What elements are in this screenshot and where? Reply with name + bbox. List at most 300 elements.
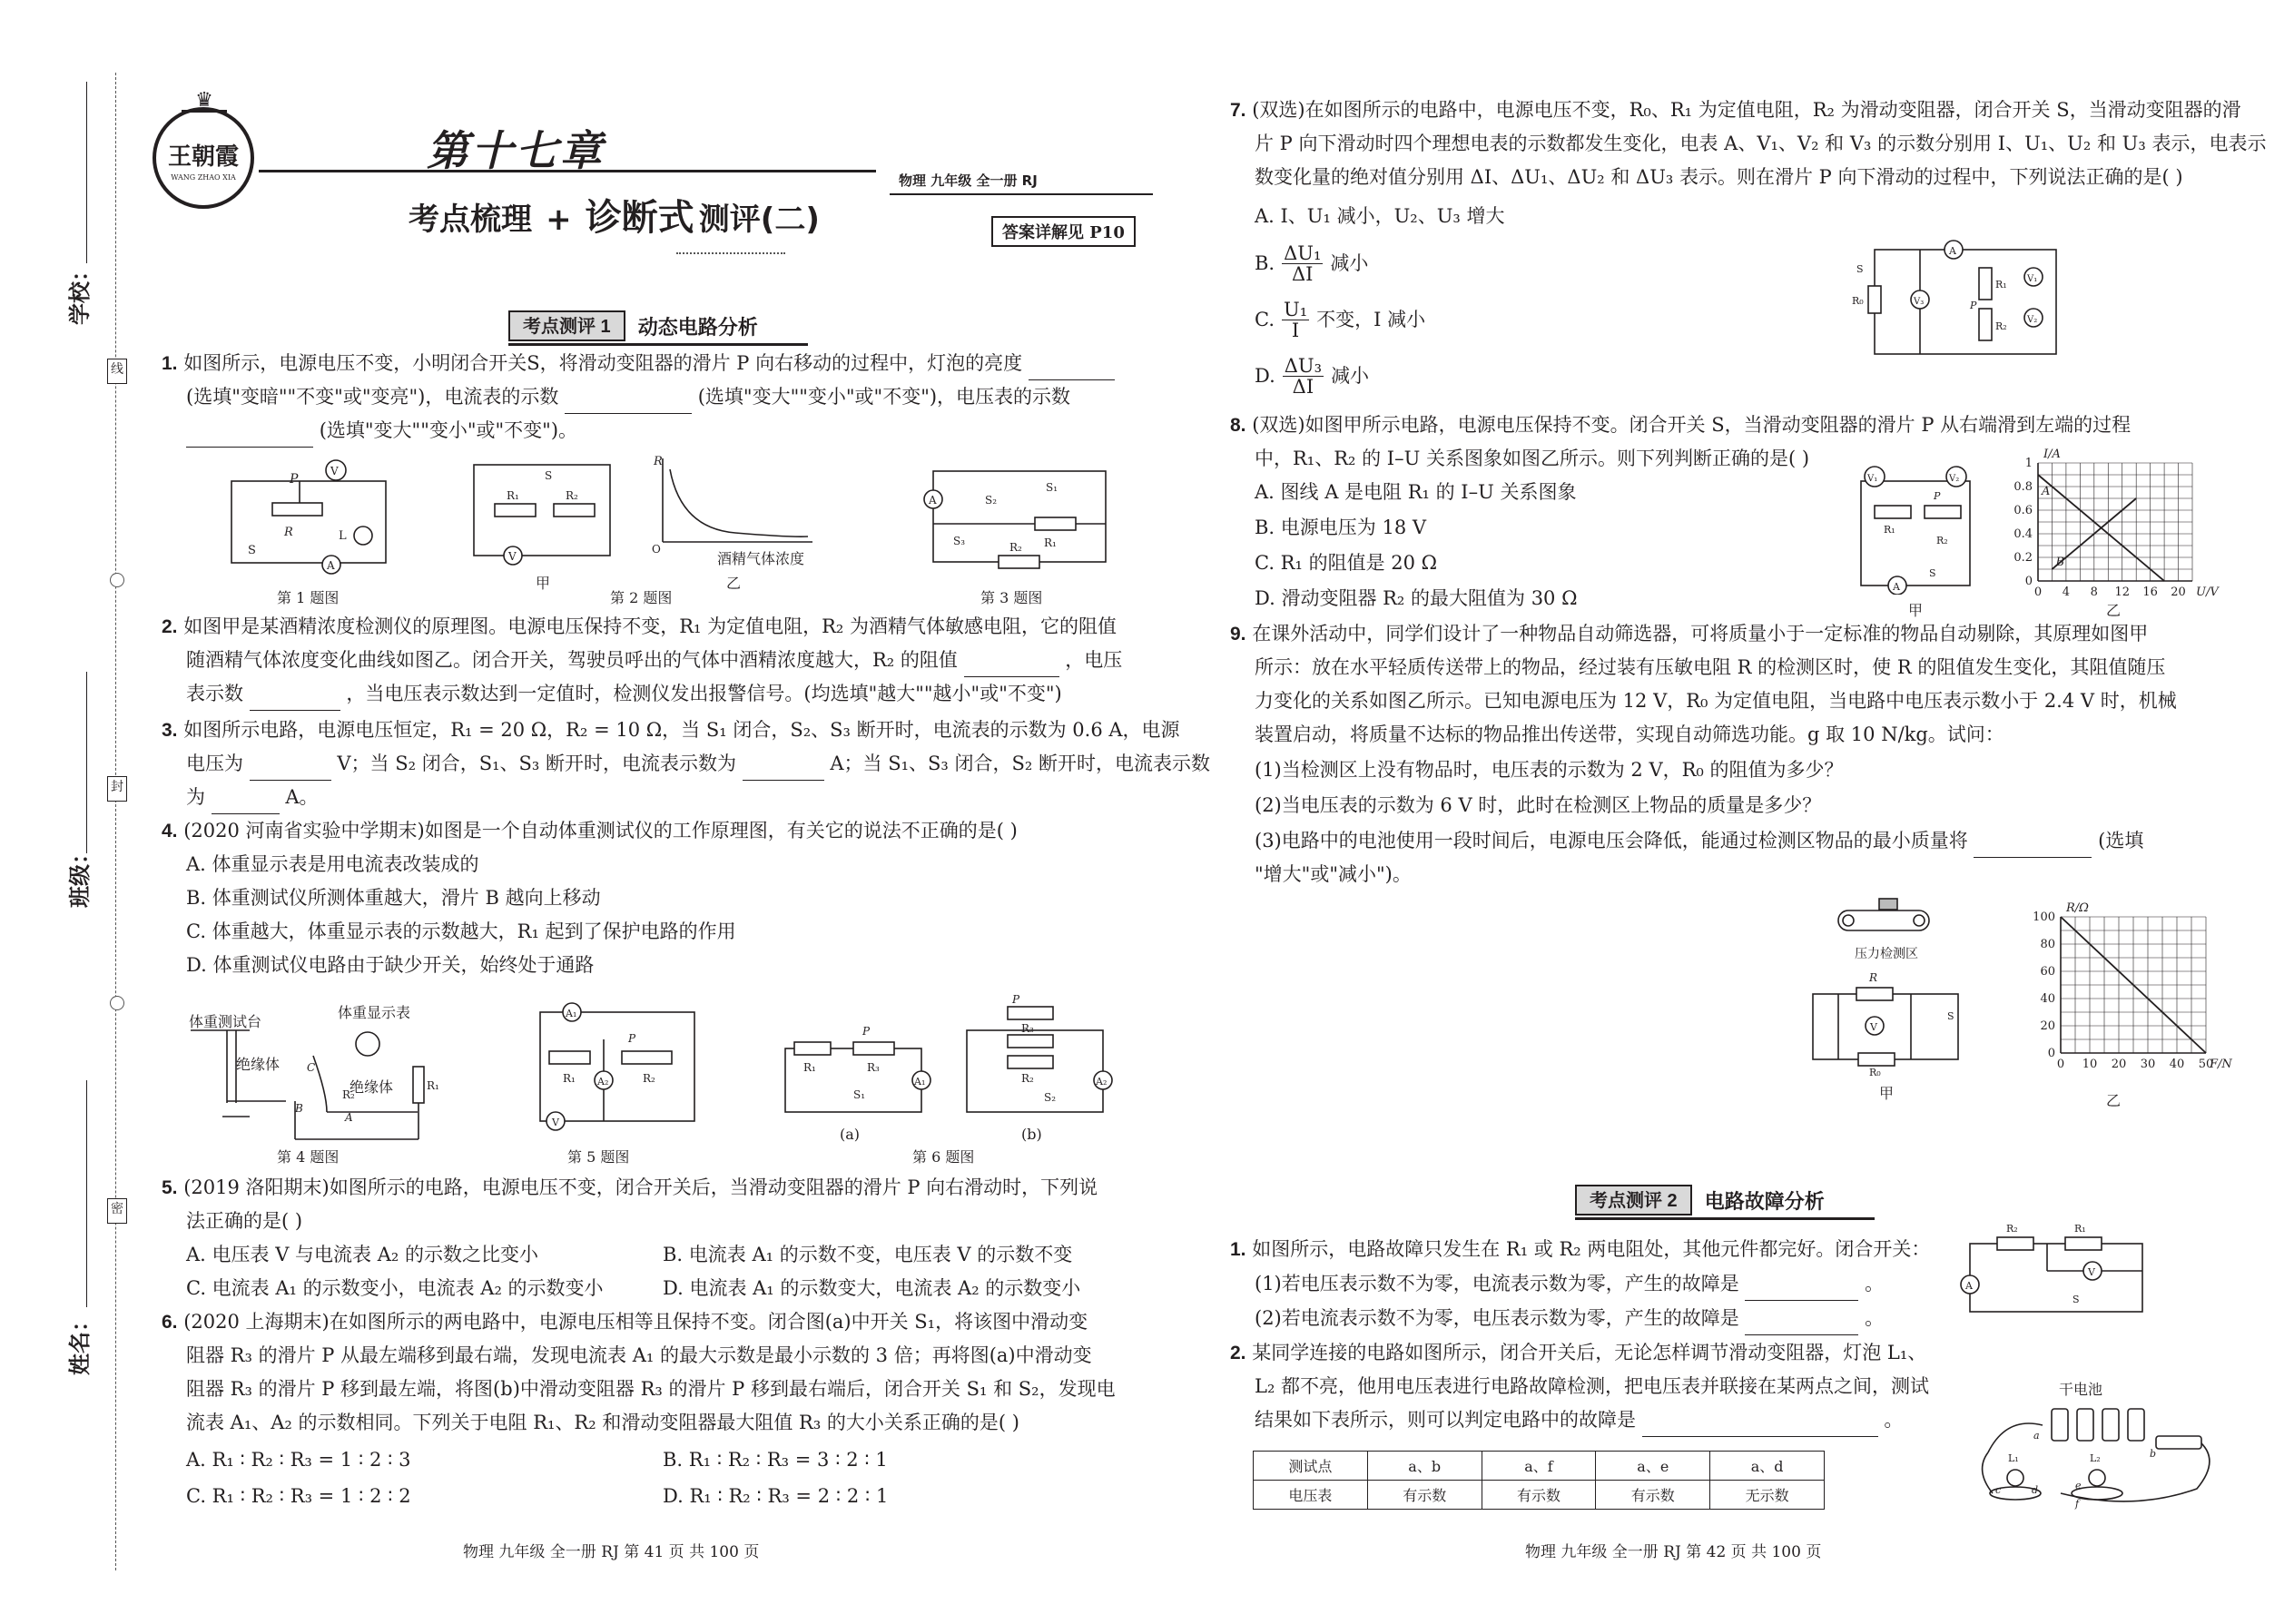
p2-figure-2-battery-label: 干电池 [2059,1381,2103,1398]
question-text: 。 [1865,1307,1885,1329]
figure-9-jia-label: 甲 [1879,1085,1895,1102]
question-3 [162,714,1180,747]
subtitle [409,189,820,241]
svg-text:S₂: S₂ [985,494,998,507]
table-cell: 有示数 [1596,1481,1710,1510]
answer-blank[interactable] [1745,1277,1858,1301]
option-d[interactable]: D. 电流表 A₁ 的示数变大，电流表 A₂ 的示数变小 [663,1277,1081,1299]
p2-question-2 [1230,1336,1926,1370]
y-tick-label: 20 [2040,1019,2055,1033]
figure-3-caption: 第 3 题图 [980,589,1043,606]
svg-text:A₂: A₂ [1096,1076,1108,1088]
svg-text:R: R [654,455,663,468]
question-6-line3: 阻器 R₃ 的滑片 P 移到最左端，将图(b)中滑动变阻器 R₃ 的滑片 P 移到最右端后，闭合开关 S₁ 和 S₂，发现电 [186,1378,1116,1400]
subtitle-part: 诊断式 [585,197,694,239]
answer-blank[interactable] [250,757,331,781]
svg-text:R₂: R₂ [566,489,578,502]
table-cell: 有示数 [1482,1481,1596,1510]
question-number: 5. [162,1177,178,1198]
option-letter: D. [1255,365,1275,387]
y-tick-label: 0.6 [2013,504,2033,517]
question-text: A。 [285,786,319,808]
figure-4-circuit [186,1021,449,1144]
svg-text:A: A [1965,1280,1973,1292]
svg-text:P: P [1970,300,1977,311]
question-1-line3 [186,414,577,448]
figure-8-jia-circuit [1847,458,1984,595]
svg-text:S₁: S₁ [1046,481,1058,494]
svg-text:R₁: R₁ [1044,536,1057,549]
svg-text:R₂: R₂ [1995,320,2007,332]
svg-text:S: S [1929,567,1936,579]
option-a[interactable]: A. 图线 A 是电阻 R₁ 的 I–U 关系图象 [1255,481,1577,503]
svg-text:R₂: R₂ [1009,541,1022,554]
option-letter: C. [1255,309,1275,330]
section-1-header [508,310,758,341]
svg-text:S₁: S₁ [853,1088,866,1101]
figure-4-caption: 第 4 题图 [277,1148,340,1166]
svg-text:S: S [2072,1294,2080,1305]
figure-6-caption: 第 6 题图 [912,1148,975,1166]
question-7 [1230,94,2241,127]
option-text: 不变，I 减小 [1316,309,1426,330]
footer-right: 物理 九年级 全一册 RJ 第 42 页 共 100 页 [1525,1543,1822,1561]
question-9-sub1: (1)当检测区上没有物品时，电压表的示数为 2 V，R₀ 的阻值为多少？ [1255,759,1844,781]
question-9-sub3 [1255,824,2143,858]
publisher-latin: WANG ZHAO XIA [171,173,236,182]
table-cell: a、f [1482,1452,1596,1481]
svg-text:V₁: V₁ [2027,274,2038,284]
question-1-line2 [186,380,1070,414]
svg-text:S: S [1856,263,1864,275]
question-9-line2: 所示：放在水平轻质传送带上的物品，经过装有压敏电阻 R 的检测区时，使 R 的阻值发生变化，其阻值随压 [1255,656,2166,678]
header-ribbon [259,170,876,172]
svg-text:R: R [1869,971,1878,984]
numerator: ΔU₃ [1284,355,1323,377]
svg-text:A: A [1949,245,1956,257]
option-c[interactable]: C. R₁ 的阻值是 20 Ω [1255,552,1438,574]
question-text: (3)电路中的电池使用一段时间后，电源电压会降低，能通过检测区物品的最小质量将 [1255,830,1968,851]
answer-blank[interactable] [1745,1312,1858,1335]
chapter-title: 第十七章 [427,126,605,175]
svg-text:P: P [1012,994,1020,1006]
question-8-line2: 中，R₁、R₂ 的 I–U 关系图象如图乙所示。则下列判断正确的是( ) [1255,448,1810,469]
svg-text:R₁: R₁ [803,1061,816,1074]
x-tick-label: 30 [2140,1058,2156,1071]
svg-text:R₂: R₂ [643,1072,655,1085]
table-cell: a、b [1367,1452,1482,1481]
sidebar-name-label: 姓名： [66,1310,93,1375]
figure-3-circuit [917,458,1117,576]
figure-9-yi-chart [2024,899,2233,1080]
section-underline [508,343,808,346]
option-letter: B. [1255,252,1275,274]
svg-text:V₂: V₂ [2027,315,2038,325]
sidebar-class-label: 班级： [66,842,93,908]
option-a[interactable]: A. R₁ ∶ R₂ ∶ R₃ = 1 ∶ 2 ∶ 3 [186,1449,411,1471]
x-tick-label: 12 [2114,586,2131,599]
question-number: 4. [162,821,178,842]
x-axis-label: F/N [2210,1058,2232,1071]
svg-text:S: S [1947,1010,1954,1022]
svg-text:V₃: V₃ [1914,297,1925,307]
question-text: (1)若电压表示数不为零，电流表示数为零，产生的故障是 [1255,1273,1739,1294]
publisher-logo [153,89,254,209]
answer-blank[interactable] [1642,1413,1878,1437]
question-number: 1. [162,353,178,374]
numerator: ΔU₁ [1284,242,1322,264]
svg-text:R₁: R₁ [2074,1223,2086,1235]
svg-text:A: A [327,559,335,572]
question-text: (选填 [2098,830,2144,851]
y-tick-label: 1 [2024,457,2033,470]
svg-text:R₁: R₁ [1884,524,1895,536]
svg-text:A: A [1893,581,1900,593]
question-text: 表示数 [186,683,243,704]
svg-text:R₁: R₁ [1995,279,2007,290]
question-5-line2: 法正确的是( ) [186,1210,303,1232]
option-a[interactable]: A. 电压表 V 与电流表 A₂ 的示数之比变小 [186,1244,538,1265]
figure-8-yi-label: 乙 [2106,602,2122,619]
svg-text:S₃: S₃ [953,535,966,547]
option-c[interactable]: C. 体重越大，体重显示表的示数越大，R₁ 起到了保护电路的作用 [186,920,736,942]
question-text: V；当 S₂ 闭合，S₁、S₃ 断开时，电流表示数为 [337,753,736,774]
option-c[interactable]: C. 电流表 A₁ 的示数变小，电流表 A₂ 的示数变小 [186,1277,604,1299]
question-4 [162,814,1018,848]
p2-question-2-line2: L₂ 都不亮，他用电压表进行电路故障检测，把电压表并联接在某两点之间，测试 [1255,1375,1930,1397]
question-6-line2: 阻器 R₃ 的滑片 P 从最左端移到最右端，发现电流表 A₁ 的最大示数是最小示数的 3 倍；再将图(a)中滑动变 [186,1344,1092,1366]
figure-9-belt [1834,897,1934,942]
question-text: 随酒精气体浓度变化曲线如图乙。闭合开关，驾驶员呼出的气体中酒精浓度越大，R₂ 的阻值 [186,649,958,671]
question-text: 电压为 [186,753,243,774]
bind-mark-line: 线 [107,359,127,384]
svg-text:R₀: R₀ [1869,1067,1881,1076]
option-c[interactable]: C. R₁ ∶ R₂ ∶ R₃ = 1 ∶ 2 ∶ 2 [186,1485,411,1507]
y-tick-label: 0.4 [2013,527,2033,541]
fraction [1283,356,1324,397]
x-tick-label: 50 [2198,1058,2214,1071]
table-cell: 测试点 [1254,1452,1368,1481]
figure-5-caption: 第 5 题图 [567,1148,630,1166]
section-tag: 考点测评 2 [1575,1185,1692,1216]
question-text: (2)若电流表示数不为零，电压表示数为零，产生的故障是 [1255,1307,1739,1329]
figure-4-insulator-1: 绝缘体 [236,1056,281,1073]
section-2-header [1575,1185,1825,1216]
question-2-line3 [186,677,1062,711]
svg-text:P: P [290,472,299,487]
svg-text:V: V [508,550,517,563]
svg-text:R₁: R₁ [427,1079,439,1092]
denominator: ΔI [1292,263,1314,285]
p2-question-1-sub2 [1255,1302,1884,1335]
question-text: 。 [1865,1273,1885,1294]
answer-blank[interactable] [964,654,1059,677]
x-tick-label: 16 [2142,586,2158,599]
option-d[interactable]: D. 体重测试仪电路由于缺少开关，始终处于通路 [186,954,595,976]
table-cell: 无示数 [1710,1481,1825,1510]
figure-6a-circuit [776,1021,940,1121]
figure-4-base-label: 体重测试台 [189,1013,262,1030]
question-text: ，当电压表示数达到一定值时，检测仪发出报警信号。(均选填"越大""越小"或"不变") [346,683,1062,704]
p2-figure-2-circuit [1970,1398,2224,1511]
question-number: 1. [1230,1239,1246,1260]
question-text: (双选)在如图所示的电路中，电源电压不变，R₀、R₁ 为定值电阻，R₂ 为滑动变阻器，闭合开关 S，当滑动变阻器的滑 [1252,99,2241,121]
question-text: 某同学连接的电路如图所示，闭合开关后，无论怎样调节滑动变阻器，灯泡 L₁、 [1252,1342,1927,1363]
figure-2-yi-label: 乙 [726,575,742,592]
svg-text:V: V [1870,1021,1877,1033]
svg-text:c: c [1995,1484,2002,1496]
footer-left: 物理 九年级 全一册 RJ 第 41 页 共 100 页 [463,1543,760,1561]
svg-text:L₂: L₂ [2090,1452,2101,1464]
question-2-line2 [186,644,1122,677]
svg-text:B: B [295,1102,303,1115]
y-tick-label: 0.2 [2013,551,2033,565]
svg-text:S: S [545,469,553,482]
meta-rule [890,193,1153,195]
question-text: (选填"变暗""不变"或"变亮")，电流表的示数 [186,386,559,408]
svg-text:a: a [2033,1430,2040,1442]
svg-text:L₁: L₁ [2008,1452,2019,1464]
fraction [1282,300,1309,340]
svg-text:R₂: R₂ [1021,1072,1034,1085]
dotted-deco [676,252,785,254]
option-text: 减小 [1330,252,1369,274]
svg-text:O: O [652,543,661,556]
class-blank [86,672,87,853]
svg-text:R₃: R₃ [867,1061,880,1074]
question-3-line3 [186,781,319,814]
svg-text:R₀: R₀ [1852,295,1864,307]
answer-blank[interactable] [1029,357,1115,380]
question-9-sub3-line2: "增大"或"减小")。 [1255,863,1412,885]
question-text: (2019 洛阳期末)如图所示的电路，电源电压不变，闭合开关后，当滑动变阻器的滑片 P 向右滑动时，下列说 [183,1176,1098,1198]
publisher-name: 王朝霞 [167,143,239,171]
svg-text:A₂: A₂ [597,1076,609,1088]
figure-6b-circuit [958,994,1121,1121]
figure-6a-label: (a) [840,1126,861,1143]
svg-text:R₂: R₂ [342,1088,355,1101]
x-tick-label: 4 [2062,586,2071,599]
question-text: (双选)如图甲所示电路，电源电压保持不变。闭合开关 S，当滑动变阻器的滑片 P 从右端滑到左端的过程 [1252,414,2132,436]
option-c[interactable] [1255,300,1425,340]
svg-text:V₂: V₂ [1949,474,1960,484]
fraction [1282,243,1323,284]
y-tick-label: 0 [2047,1047,2055,1060]
option-d[interactable]: D. 滑动变阻器 R₂ 的最大阻值为 30 Ω [1255,587,1578,609]
svg-text:f: f [2075,1498,2080,1510]
figure-1-circuit [222,454,404,581]
figure-1-caption: 第 1 题图 [277,589,340,606]
p2-question-1-sub1 [1255,1267,1884,1301]
x-tick-label: 20 [2111,1058,2127,1071]
x-tick-label: 20 [2171,586,2186,599]
figure-8-jia-label: 甲 [1908,602,1924,619]
fault-table [1253,1451,1825,1510]
svg-text:b: b [2150,1448,2157,1460]
svg-text:R₂: R₂ [2006,1223,2018,1235]
y-tick-label: 80 [2040,938,2055,951]
question-3-line2 [186,747,1210,781]
question-text: 。 [1884,1409,1904,1431]
question-5 [162,1171,1098,1205]
question-text: 如图甲是某酒精浓度检测仪的原理图。电源电压保持不变，R₁ 为定值电阻，R₂ 为酒精气体敏感电阻，它的阻值 [183,615,1117,637]
figure-4-insulator-2: 绝缘体 [350,1078,394,1096]
y-axis-label: R/Ω [2066,901,2089,915]
option-b[interactable]: B. 体重测试仪所测体重越大，滑片 B 越向上移动 [186,887,601,909]
section-title: 动态电路分析 [637,315,758,339]
table-cell: a、e [1596,1452,1710,1481]
svg-text:L: L [339,529,347,543]
question-number: 3. [162,720,178,741]
figure-6b-label: (b) [1021,1126,1042,1143]
svg-text:V: V [330,465,339,477]
svg-text:A₁: A₁ [914,1076,926,1088]
question-6 [162,1305,1088,1339]
figure-8-yi-chart [1993,445,2220,604]
question-text: 如图所示电路，电源电压恒定，R₁ = 20 Ω，R₂ = 10 Ω，当 S₁ 闭合，S₂、S₃ 断开时，电流表的示数为 0.6 A，电源 [183,719,1180,741]
question-text: 结果如下表所示，则可以判定电路中的故障是 [1255,1409,1636,1431]
table-row [1254,1452,1825,1481]
question-text: (2020 上海期末)在如图所示的两电路中，电源电压相等且保持不变。闭合图(a)中开关 S₁，将该图中滑动变 [183,1311,1088,1333]
svg-text:C: C [307,1061,316,1074]
school-blank [86,82,87,263]
y-tick-label: 40 [2040,992,2055,1006]
question-number: 8. [1230,415,1246,436]
question-6-line4: 流表 A₁、A₂ 的示数相同。下列关于电阻 R₁、R₂ 和滑动变阻器最大阻值 R₃ 的大小关系正确的是( ) [186,1412,1019,1433]
p2-question-1 [1230,1233,1930,1266]
y-tick-label: 0.8 [2013,480,2033,494]
bind-hole [110,573,124,587]
option-a[interactable]: A. I、U₁ 减小，U₂、U₃ 增大 [1255,205,1505,227]
y-tick-label: 60 [2040,965,2055,979]
option-b[interactable] [1255,243,1368,284]
svg-text:R₂: R₂ [1936,535,1948,546]
figure-2-jia-label: 甲 [536,575,551,592]
svg-text:P: P [628,1032,636,1045]
y-axis-label: I/A [2043,448,2061,461]
x-tick-label: 10 [2082,1058,2098,1071]
option-text: 减小 [1331,365,1370,387]
question-text: (选填"变大""变小"或"不变")，电压表的示数 [697,386,1071,408]
x-tick-label: 40 [2169,1058,2185,1071]
figure-9-yi-label: 乙 [2106,1092,2122,1109]
table-cell: a、d [1710,1452,1825,1481]
svg-text:R: R [284,526,293,539]
figure-2-caption: 第 2 题图 [610,589,673,606]
subtitle-part: 测评(二) [698,202,820,238]
svg-text:V: V [552,1117,559,1128]
question-text: A；当 S₁、S₃ 闭合，S₂ 断开时，电流表示数 [830,753,1210,774]
question-8 [1230,408,2131,442]
svg-text:R₃: R₃ [1021,1022,1034,1035]
option-b[interactable]: B. R₁ ∶ R₂ ∶ R₃ = 3 ∶ 2 ∶ 1 [663,1449,888,1471]
svg-text:A₁: A₁ [566,1008,577,1019]
table-row [1254,1481,1825,1510]
answer-blank[interactable] [186,424,313,448]
svg-text:d: d [2032,1484,2039,1496]
y-tick-label: 0 [2024,575,2033,588]
question-number: 2. [162,616,178,637]
x-axis-label: U/V [2196,586,2219,599]
svg-text:e: e [2075,1480,2082,1491]
svg-text:A: A [345,1111,353,1124]
answer-blank[interactable] [1974,834,2092,858]
answer-ref: 答案详解见 P10 [991,216,1136,247]
question-number: 7. [1230,100,1246,121]
option-a[interactable]: A. 体重显示表是用电流表改装成的 [186,853,479,875]
option-b[interactable]: B. 电流表 A₁ 的示数不变，电压表 V 的示数不变 [663,1244,1073,1265]
x-tick-label: 0 [2033,586,2043,599]
svg-text:R₁: R₁ [507,489,519,502]
question-text: 为 [186,786,205,808]
table-cell: 有示数 [1367,1481,1482,1510]
series-label: A [2042,485,2051,498]
question-7-line3: 数变化量的绝对值分别用 ΔI、ΔU₁、ΔU₂ 和 ΔU₃ 表示。则在滑片 P 向下滑动的过程中，下列说法正确的是( ) [1255,166,2183,188]
table-cell: 电压表 [1254,1481,1368,1510]
sidebar-school-label: 学校： [66,260,93,325]
figure-4-meter-label: 体重显示表 [338,1004,411,1021]
figure-9-belt-label: 压力检测区 [1855,947,1918,961]
bind-mark-seal: 封 [107,776,127,802]
svg-text:V₁: V₁ [1867,474,1878,484]
svg-text:S₂: S₂ [1044,1091,1057,1104]
question-9 [1230,617,2148,651]
question-text: (选填"变大""变小"或"不变")。 [319,419,578,441]
option-b[interactable]: B. 电源电压为 18 V [1255,517,1427,538]
question-text: 在课外活动中，同学们设计了一种物品自动筛选器，可将质量小于一定标准的物品自动剔除，其原理如图甲 [1252,623,2149,645]
p2-question-2-line3 [1255,1403,1903,1437]
section-underline [1575,1217,1875,1220]
subtitle-part: 考点梳理 [409,202,532,238]
figure-9-jia-circuit [1802,967,1965,1076]
question-text: ，电压 [1065,649,1123,671]
section-tag: 考点测评 1 [508,310,625,341]
svg-text:A: A [929,494,937,507]
option-d[interactable] [1255,356,1369,397]
svg-text:R₁: R₁ [563,1072,576,1085]
crown-icon: ♛ [182,93,227,113]
svg-text:P: P [862,1025,871,1038]
option-d[interactable]: D. R₁ ∶ R₂ ∶ R₃ = 2 ∶ 2 ∶ 1 [663,1485,889,1507]
question-number: 6. [162,1312,178,1333]
question-number: 9. [1230,624,1246,645]
question-number: 2. [1230,1343,1246,1363]
y-tick-label: 100 [2033,910,2055,924]
denominator: I [1291,320,1300,341]
svg-text:V: V [2088,1266,2095,1278]
section-title: 电路故障分析 [1704,1189,1825,1213]
question-1 [162,347,1115,380]
svg-text:S: S [248,544,256,557]
question-9-sub2: (2)当电压表的示数为 6 V 时，此时在检测区上物品的质量是多少？ [1255,794,1822,816]
question-text: 如图所示，电路故障只发生在 R₁ 或 R₂ 两电阻处，其他元件都完好。闭合开关： [1252,1238,1931,1260]
name-blank [86,1080,87,1307]
denominator: ΔI [1292,376,1314,398]
figure-2-xlabel: 酒精气体浓度 [717,550,805,567]
binding-line [115,73,116,1570]
header-meta: 物理 九年级 全一册 RJ [899,172,1038,189]
figure-2-jia-circuit [463,454,622,572]
answer-blank[interactable] [250,687,340,711]
answer-blank[interactable] [212,791,280,814]
p2-figure-1-circuit [1956,1221,2156,1325]
answer-blank[interactable] [743,757,824,781]
series-label: B [2055,556,2065,569]
question-7-line2: 片 P 向下滑动时四个理想电表的示数都发生变化，电表 A、V₁、V₂ 和 V₃ 的示数分别用 I、U₁、U₂ 和 U₃ 表示，电表示 [1255,133,2267,154]
answer-blank[interactable] [565,390,692,414]
figure-5-circuit [527,999,708,1135]
question-2 [162,610,1117,644]
